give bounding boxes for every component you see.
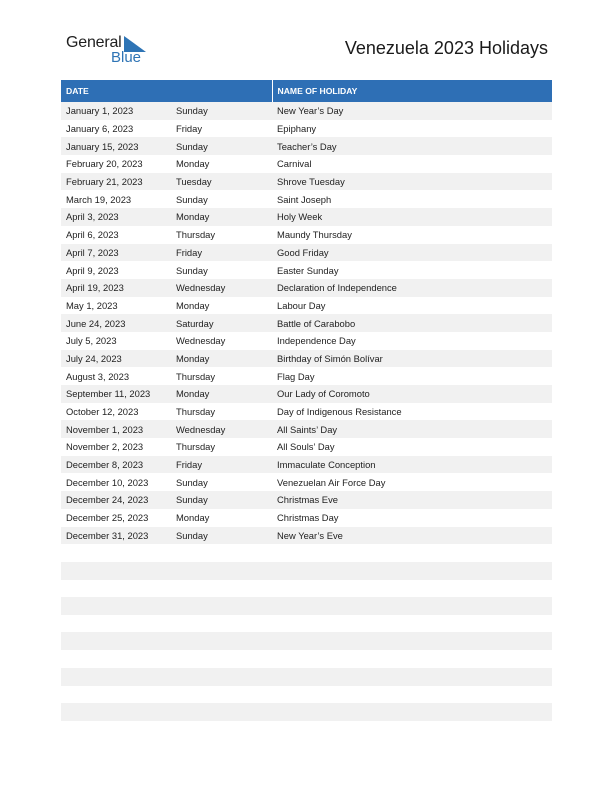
holiday-weekday: Thursday bbox=[171, 403, 272, 421]
table-row bbox=[61, 137, 552, 155]
holiday-name: Declaration of Independence bbox=[272, 279, 552, 297]
empty-table-row bbox=[61, 562, 552, 580]
holiday-weekday: Sunday bbox=[171, 491, 272, 509]
table-row bbox=[61, 332, 552, 350]
holiday-name: Day of Indigenous Resistance bbox=[272, 403, 552, 421]
holiday-date: December 8, 2023 bbox=[61, 456, 171, 474]
holiday-weekday: Friday bbox=[171, 120, 272, 138]
holiday-weekday: Sunday bbox=[171, 102, 272, 120]
page-title: Venezuela 2023 Holidays bbox=[344, 38, 548, 58]
holiday-weekday: Sunday bbox=[171, 190, 272, 208]
column-header-date: DATE bbox=[61, 80, 272, 102]
holiday-name: New Year’s Eve bbox=[272, 527, 552, 545]
holiday-date: July 24, 2023 bbox=[61, 350, 171, 368]
holiday-date: December 10, 2023 bbox=[61, 473, 171, 491]
holiday-name: Carnival bbox=[272, 155, 552, 173]
holiday-date: April 19, 2023 bbox=[61, 279, 171, 297]
holiday-name: Flag Day bbox=[272, 367, 552, 385]
holiday-name: Maundy Thursday bbox=[272, 226, 552, 244]
holiday-name: Easter Sunday bbox=[272, 261, 552, 279]
holiday-name: All Saints’ Day bbox=[272, 420, 552, 438]
table-row bbox=[61, 473, 552, 491]
holiday-date: May 1, 2023 bbox=[61, 297, 171, 315]
holiday-name: Independence Day bbox=[272, 332, 552, 350]
holiday-name: Christmas Eve bbox=[272, 491, 552, 509]
holiday-date: September 11, 2023 bbox=[61, 385, 171, 403]
holiday-name: Christmas Day bbox=[272, 509, 552, 527]
table-row bbox=[61, 456, 552, 474]
holiday-name: Shrove Tuesday bbox=[272, 173, 552, 191]
holiday-weekday: Sunday bbox=[171, 527, 272, 545]
holiday-date: August 3, 2023 bbox=[61, 367, 171, 385]
empty-table-row bbox=[61, 632, 552, 650]
empty-table-row bbox=[61, 703, 552, 721]
table-row bbox=[61, 155, 552, 173]
table-row bbox=[61, 314, 552, 332]
holiday-name: Teacher’s Day bbox=[272, 137, 552, 155]
table-row bbox=[61, 367, 552, 385]
holiday-date: January 15, 2023 bbox=[61, 137, 171, 155]
table-row bbox=[61, 403, 552, 421]
holiday-rows bbox=[61, 102, 552, 544]
table-row bbox=[61, 420, 552, 438]
holiday-weekday: Thursday bbox=[171, 367, 272, 385]
table-row bbox=[61, 226, 552, 244]
holiday-name: Our Lady of Coromoto bbox=[272, 385, 552, 403]
holiday-weekday: Monday bbox=[171, 208, 272, 226]
holiday-name: All Souls’ Day bbox=[272, 438, 552, 456]
table-row bbox=[61, 438, 552, 456]
holiday-weekday: Sunday bbox=[171, 261, 272, 279]
holiday-date: June 24, 2023 bbox=[61, 314, 171, 332]
holiday-date: July 5, 2023 bbox=[61, 332, 171, 350]
holiday-weekday: Friday bbox=[171, 244, 272, 262]
logo-blue-text: Blue bbox=[111, 49, 142, 66]
holiday-name: Labour Day bbox=[272, 297, 552, 315]
holiday-date: April 9, 2023 bbox=[61, 261, 171, 279]
table-row bbox=[61, 385, 552, 403]
table-row bbox=[61, 244, 552, 262]
holiday-date: April 3, 2023 bbox=[61, 208, 171, 226]
holiday-weekday: Monday bbox=[171, 385, 272, 403]
holiday-date: March 19, 2023 bbox=[61, 190, 171, 208]
holiday-date: April 6, 2023 bbox=[61, 226, 171, 244]
holiday-weekday: Saturday bbox=[171, 314, 272, 332]
holiday-name: Immaculate Conception bbox=[272, 456, 552, 474]
table-row bbox=[61, 261, 552, 279]
table-row bbox=[61, 509, 552, 527]
holiday-date: October 12, 2023 bbox=[61, 403, 171, 421]
holiday-weekday: Tuesday bbox=[171, 173, 272, 191]
table-row bbox=[61, 491, 552, 509]
holiday-name: Battle of Carabobo bbox=[272, 314, 552, 332]
holiday-date: December 24, 2023 bbox=[61, 491, 171, 509]
table-header-row bbox=[61, 80, 552, 102]
table-row bbox=[61, 527, 552, 545]
table-row bbox=[61, 208, 552, 226]
holiday-weekday: Wednesday bbox=[171, 279, 272, 297]
holiday-date: November 1, 2023 bbox=[61, 420, 171, 438]
holiday-weekday: Monday bbox=[171, 350, 272, 368]
holiday-weekday: Wednesday bbox=[171, 420, 272, 438]
holiday-name: New Year’s Day bbox=[272, 102, 552, 120]
holiday-date: January 6, 2023 bbox=[61, 120, 171, 138]
holiday-date: November 2, 2023 bbox=[61, 438, 171, 456]
holiday-date: December 25, 2023 bbox=[61, 509, 171, 527]
table-row bbox=[61, 120, 552, 138]
holiday-weekday: Monday bbox=[171, 297, 272, 315]
holiday-date: February 20, 2023 bbox=[61, 155, 171, 173]
holiday-weekday: Monday bbox=[171, 509, 272, 527]
holiday-name: Saint Joseph bbox=[272, 190, 552, 208]
holiday-weekday: Thursday bbox=[171, 438, 272, 456]
generalblue-logo bbox=[66, 34, 156, 70]
holiday-weekday: Friday bbox=[171, 456, 272, 474]
holiday-table bbox=[61, 80, 552, 544]
holiday-name: Good Friday bbox=[272, 244, 552, 262]
holiday-weekday: Sunday bbox=[171, 137, 272, 155]
holiday-date: January 1, 2023 bbox=[61, 102, 171, 120]
table-row bbox=[61, 173, 552, 191]
holiday-date: April 7, 2023 bbox=[61, 244, 171, 262]
holiday-date: December 31, 2023 bbox=[61, 527, 171, 545]
holiday-name: Holy Week bbox=[272, 208, 552, 226]
column-header-name: NAME OF HOLIDAY bbox=[272, 80, 552, 102]
table-row bbox=[61, 279, 552, 297]
table-row bbox=[61, 297, 552, 315]
table-row bbox=[61, 350, 552, 368]
holiday-name: Birthday of Simón Bolívar bbox=[272, 350, 552, 368]
empty-table-row bbox=[61, 668, 552, 686]
empty-table-row bbox=[61, 597, 552, 615]
holiday-weekday: Monday bbox=[171, 155, 272, 173]
holiday-name: Epiphany bbox=[272, 120, 552, 138]
holiday-name: Venezuelan Air Force Day bbox=[272, 473, 552, 491]
logo-general-text: General bbox=[66, 34, 122, 51]
table-row bbox=[61, 190, 552, 208]
holiday-weekday: Sunday bbox=[171, 473, 272, 491]
table-row bbox=[61, 102, 552, 120]
holiday-weekday: Wednesday bbox=[171, 332, 272, 350]
holiday-date: February 21, 2023 bbox=[61, 173, 171, 191]
holiday-weekday: Thursday bbox=[171, 226, 272, 244]
